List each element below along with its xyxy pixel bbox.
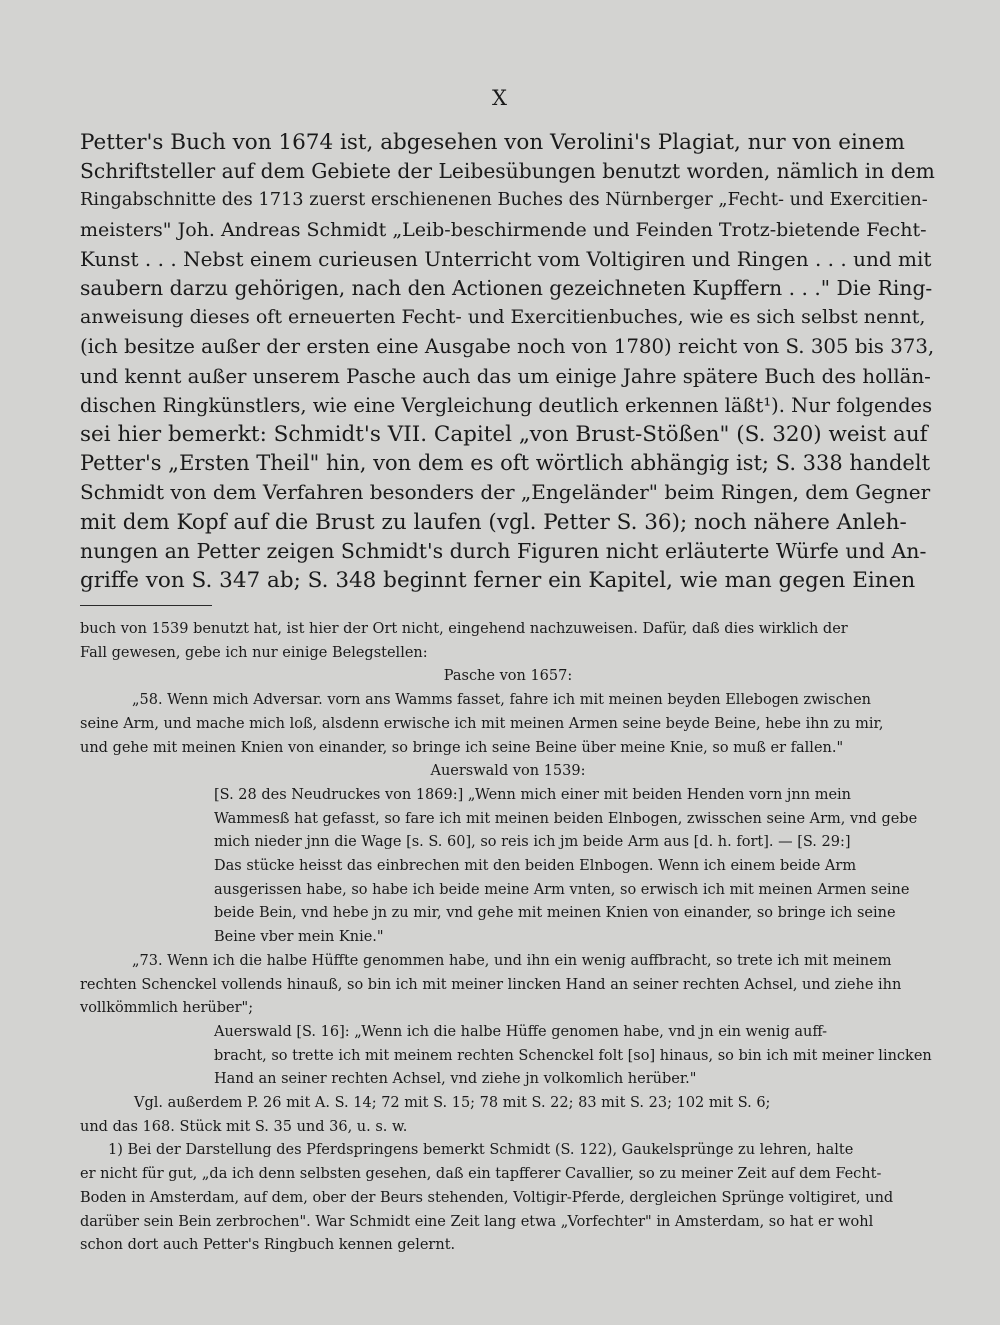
quote-line: ausgerissen habe, so habe ich beide meine Arm vnten, so erwisch ich mit meinen Armen seine <box>214 881 910 898</box>
quote-line: Das stücke heisst das einbrechen mit den beiden Elnbogen. Wenn ich einem beide Arm <box>214 858 857 875</box>
text-line: anweisung dieses oft erneuerten Fecht- und Exercitienbuches, wie es sich selbst nennt, <box>80 306 926 329</box>
text-line: Petter's „Ersten Theil" hin, von dem es oft wörtlich abhängig ist; S. 338 handelt <box>80 451 931 476</box>
quote-line: rechten Schenckel vollends hinauß, so bin ich mit meiner lincken Hand an seiner rechten Achsel, und ziehe ihn <box>80 976 902 993</box>
text-line: sei hier bemerkt: Schmidt's VII. Capitel „von Brust-Stößen" (S. 320) weist auf <box>80 422 928 448</box>
quote-line: bracht, so trette ich mit meinem rechten Schenckel folt [so] hinaus, so bin ich mit meiner lincken <box>214 1047 932 1064</box>
text-line: Petter's Buch von 1674 ist, abgesehen von Verolini's Plagiat, nur von einem <box>80 130 905 155</box>
footnote-line: Fall gewesen, gebe ich nur einige Belegstellen: <box>80 644 428 661</box>
text-line: nungen an Petter zeigen Schmidt's durch Figuren nicht erläuterte Würfe und An- <box>80 538 927 563</box>
reference-line: und das 168. Stück mit S. 35 und 36, u. s. w. <box>80 1118 408 1135</box>
footnote-line: 1) Bei der Darstellung des Pferdspringens bemerkt Schmidt (S. 122), Gaukelsprünge zu lehren, halte <box>108 1142 854 1159</box>
footnotes <box>80 618 936 1258</box>
reference-line: Vgl. außerdem P. 26 mit A. S. 14; 72 mit S. 15; 78 mit S. 22; 83 mit S. 23; 102 mit S. 6; <box>134 1095 771 1112</box>
text-line: saubern darzu gehörigen, nach den Actionen gezeichneten Kupffern . . ." Die Ring- <box>80 276 933 301</box>
quote-line: Wammesß hat gefasst, so fare ich mit meinen beiden Elnbogen, zwisschen seine Arm, vnd gebe <box>214 810 918 827</box>
text-line: Ringabschnitte des 1713 zuerst erschienenen Buches des Nürnberger „Fecht- und Exercitien- <box>80 190 928 211</box>
quote-line: „73. Wenn ich die halbe Hüffte genommen habe, und ihn ein wenig auffbracht, so trete ich mit meinem <box>132 952 892 969</box>
quote-line: und gehe mit meinen Knien von einander, so bringe ich seine Beine über meine Knie, so muß er fallen." <box>80 739 844 756</box>
text-line: meisters" Joh. Andreas Schmidt „Leib-beschirmende und Feinden Trotz-bietende Fecht- <box>80 218 927 241</box>
footnote-divider <box>80 605 212 606</box>
text-line: griffe von S. 347 ab; S. 348 beginnt ferner ein Kapitel, wie man gegen Einen <box>80 568 916 594</box>
footnote-line: er nicht für gut, „da ich denn selbsten gesehen, daß ein tapfferer Cavallier, so zu meiner Zeit auf dem Fecht- <box>80 1166 882 1183</box>
quote-line: beide Bein, vnd hebe jn zu mir, vnd gehe mit meinen Knien von einander, so bringe ich seine <box>214 905 896 922</box>
text-line: und kennt außer unserem Pasche auch das um einige Jahre spätere Buch des hollän- <box>80 364 931 388</box>
footnote-line: buch von 1539 benutzt hat, ist hier der Ort nicht, eingehend nachzuweisen. Dafür, daß dies wirklich der <box>80 621 848 637</box>
text-line: dischen Ringkünstlers, wie eine Vergleichung deutlich erkennen läßt¹). Nur folgendes <box>80 393 933 417</box>
quote-line: „58. Wenn mich Adversar. vorn ans Wamms fasset, fahre ich mit meinen beyden Ellebogen zwischen <box>132 692 871 709</box>
quote-line: [S. 28 des Neudruckes von 1869:] „Wenn mich einer mit beiden Henden vorn jnn mein <box>214 786 852 803</box>
quote-line: Auerswald [S. 16]: „Wenn ich die halbe Hüffe genomen habe, vnd jn ein wenig auff- <box>214 1023 828 1040</box>
footnote-line: schon dort auch Petter's Ringbuch kennen gelernt. <box>80 1237 456 1254</box>
text-line: Schriftsteller auf dem Gebiete der Leibesübungen benutzt worden, nämlich in dem <box>80 159 935 184</box>
text-line: Schmidt von dem Verfahren besonders der „Engeländer" beim Ringen, dem Gegner <box>80 480 931 505</box>
quote-line: Hand an seiner rechten Achsel, vnd ziehe jn volkomlich herüber." <box>214 1071 697 1088</box>
source-heading: Pasche von 1657: <box>443 668 573 685</box>
quote-line: Beine vber mein Knie." <box>214 929 384 946</box>
source-heading: Auerswald von 1539: <box>430 763 586 780</box>
quote-line: seine Arm, und mache mich loß, alsdenn erwische ich mit meinen Armen seine beyde Beine, hebe ihn zu mir, <box>80 715 884 732</box>
text-line: Kunst . . . Nebst einem curieusen Unterricht vom Voltigiren und Ringen . . . und mit <box>80 246 932 271</box>
footnote-line: Boden in Amsterdam, auf dem, ober der Beurs stehenden, Voltigir-Pferde, dergleichen Sprünge voltigiret, und <box>80 1189 894 1206</box>
page-number: X <box>492 86 508 110</box>
main-text <box>80 128 936 595</box>
text-line: (ich besitze außer der ersten eine Ausgabe noch von 1780) reicht von S. 305 bis 373, <box>80 335 935 359</box>
footnote-line: darüber sein Bein zerbrochen". War Schmidt eine Zeit lang etwa „Vorfechter" in Amsterdam, so hat er wohl <box>80 1213 874 1230</box>
quote-line: mich nieder jnn die Wage [s. S. 60], so reis ich jm beide Arm aus [d. h. fort]. — [S. 29:] <box>214 834 851 851</box>
text-line: mit dem Kopf auf die Brust zu laufen (vgl. Petter S. 36); noch nähere Anleh- <box>80 509 907 535</box>
quote-line: vollkömmlich herüber"; <box>80 1000 254 1017</box>
